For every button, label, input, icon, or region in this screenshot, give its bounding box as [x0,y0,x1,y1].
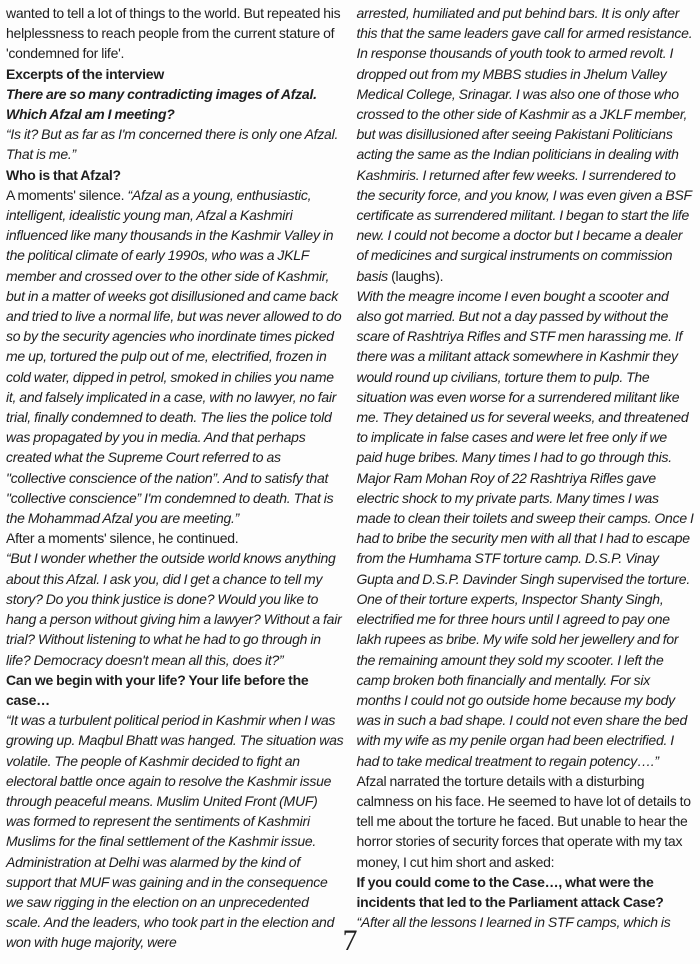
paragraph [6,548,344,669]
paragraph [357,286,695,771]
paragraph [357,3,695,286]
text-run: wanted to tell a lot of things to the world. But repeated his helplessness to reach people from the current stature of 'condemned for life'. [6,5,341,62]
left-column [6,3,344,964]
text-run: With the meagre income I even bought a scooter and also got married. But not a day passed by without the scare of Rashtriya Rifles and STF men harassing me. If there was a militant attack somewhere in Kashmir they would round up civilians, torture them to pulp. The situation was even worse for a surrendered militant like me. They detained us for several weeks, and threatened to implicate in false cases and were let free only if we paid huge bribes. Many times I had to go through this. Major Ram Mohan Roy of 22 Rashtriya Rifles gave electric shock to my private parts. Many times I was made to clean their toilets and sweep their camps. Once I had to bribe the security men with all that I had to escape from the Humhama STF torture camp. D.S.P. Vinay Gupta and D.S.P. Davinder Singh supervised the torture. One of their torture experts, Inspector Shanty Singh, electrified me for three hours until I agreed to pay one lakh rupees as bribe. My wife sold her jewellery and for the remaining amount they sold my scooter. I left the camp broken both financially and mentally. For six months I could not go outside home because my body was in such a bad shape. I could not even share the bed with my wife as my penile organ had been electrified. I had to take medical treatment to regain potency….” [356,287,694,769]
text-run: “After all the lessons I learned in STF camps, which is [356,914,671,931]
text-run: arrested, humiliated and put behind bars. It is only after this that the same leaders gave call for armed resistance. In response thousands of youth took to armed revolt. I dropped out from my MBBS studies in Jhelum Valley Medical College, Srinagar. I was also one of those who crossed to the other side of Kashmir as a JKLF member, but was disillusioned after seeing Pakistani Politicians acting the same as the Indian politicians in dealing with Kashmiris. I returned after few weeks. I surrendered to the security force, and you know, I was even given a BSF certificate as surrendered militant. I began to start the life new. I could not become a doctor but I became a dealer of medicines and surgical instruments on commission basis [356,5,693,284]
paragraph [6,528,344,548]
text-run: “Afzal as a young, enthusiastic, intelligent, idealistic young man, Afzal a Kashmiri influenced like many thousands in the Kashmir Valley in the political climate of early 1990s, who was a JKLF member and crossed over to the other side of Kashmir, but in a matter of weeks got disillusioned and came back and tried to live a normal life, but was never allowed to do so by the security agencies who inordinate times picked me up, tortured the pulp out of me, electrified, frozen in cold water, dipped in petrol, smoked in chilies you name it, and falsely implicated in a case, with no lawyer, no fair trial, finally condemned to death. The lies the police told was propagated by you in media. And that perhaps created what the Supreme Court referred to as "collective conscience of the nation”. And to satisfy that "collective conscience” I'm condemned to death. That is the Mohammad Afzal you are meeting.” [6,186,342,527]
right-column [357,3,695,964]
paragraph [357,771,695,872]
text-run: A moments' silence. [6,186,128,203]
text-run: After a moments' silence, he continued. [6,530,239,547]
text-run: Afzal narrated the torture details with a disturbing calmness on his face. He seemed to have lot of details to tell me about the torture he faced. But unable to hear the horror stories of security forces that operate with my tax money, I cut him short and asked: [356,772,691,870]
paragraph [6,64,344,84]
text-run: “But I wonder whether the outside world knows anything about this Afzal. I ask you, did I get a chance to tell my story? Do you think justice is done? Would you like to hang a person without giving him a lawyer? Without a fair trial? Without listening to what he had to go through in life? Democracy doesn't mean all this, does it?” [6,550,342,668]
text-run: Excerpts of the interview [6,65,164,82]
text-run: “Is it? But as far as I'm concerned there is only one Afzal. That is me.” [6,126,339,163]
paragraph [6,670,344,710]
text-run: There are so many contradicting images of Afzal. Which Afzal am I meeting? [6,85,317,123]
text-run: “It was a turbulent political period in Kashmir when I was growing up. Maqbul Bhatt was hanged. The situation was volatile. The people of Kashmir decided to fight an electoral battle once again to resolve the Kashmir issue through peaceful means. Muslim United Front (MUF) was formed to represent the sentiments of Kashmiri Muslims for the final settlement of the Kashmir issue. Administration at Delhi was alarmed by the kind of support that MUF was gaining and in the consequence we saw rigging in the election on an unprecedented scale. And the leaders, who took part in the election and won with huge majority, were [6,712,344,951]
paragraph [6,84,344,124]
paragraph [6,165,344,185]
paragraph [6,3,344,64]
paragraph [357,872,695,912]
text-run: If you could come to the Case…, what were the incidents that led to the Parliament attack Case? [356,873,664,910]
text-run: (laughs). [391,267,444,284]
paragraph [6,710,344,952]
page-number: 7 [342,924,358,957]
text-run: Who is that Afzal? [6,166,121,183]
text-run: Can we begin with your life? Your life before the case… [6,671,309,708]
paragraph [6,124,344,164]
paragraph [6,185,344,528]
